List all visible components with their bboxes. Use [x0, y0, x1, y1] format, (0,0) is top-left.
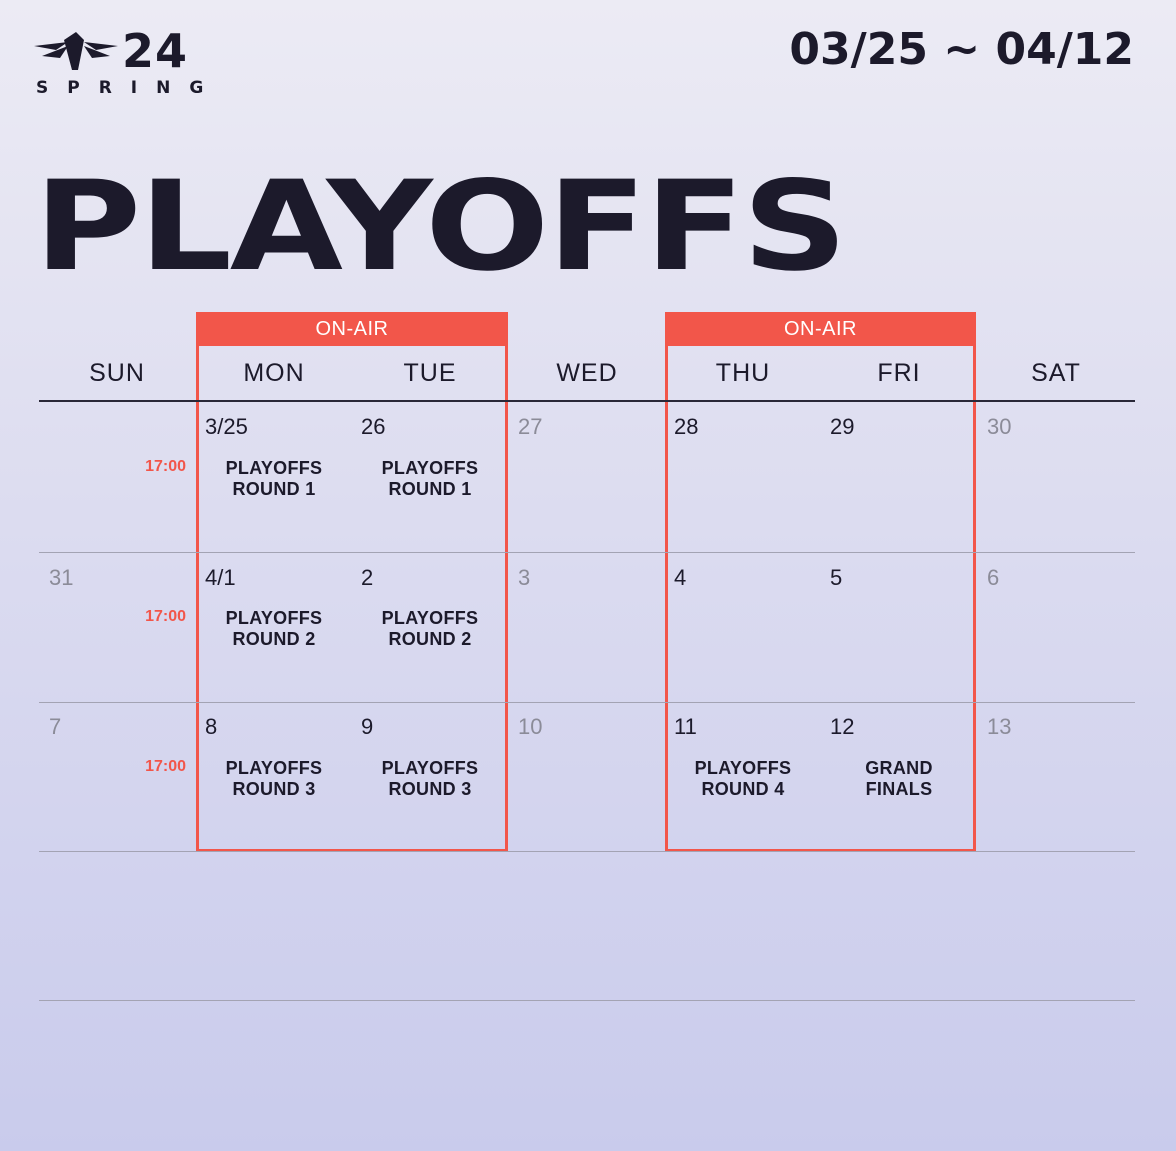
weekday-wed: WED — [556, 359, 618, 387]
event-line: FINALS — [865, 779, 933, 799]
day-number: 9 — [361, 714, 374, 739]
event-line: ROUND 2 — [232, 629, 316, 649]
wing-emblem-icon — [34, 32, 118, 72]
weekday-sat: SAT — [1031, 359, 1081, 387]
row-divider — [39, 552, 1135, 553]
event-line: ROUND 4 — [701, 779, 785, 799]
event-line: ROUND 2 — [388, 629, 472, 649]
day-number: 27 — [518, 414, 543, 439]
day-number: 28 — [674, 414, 699, 439]
day-number: 4 — [674, 565, 687, 590]
day-number: 13 — [987, 714, 1012, 739]
event-line: PLAYOFFS — [225, 458, 323, 478]
match-event — [821, 758, 977, 800]
weekday-sun: SUN — [89, 359, 145, 387]
match-event — [352, 458, 508, 500]
row-divider — [39, 702, 1135, 703]
weekday-mon: MON — [243, 359, 305, 387]
day-number: 6 — [987, 565, 1000, 590]
event-line: ROUND 1 — [232, 479, 316, 499]
day-number: 29 — [830, 414, 855, 439]
row-divider — [39, 851, 1135, 852]
event-line: PLAYOFFS — [381, 608, 479, 628]
event-line: PLAYOFFS — [381, 758, 479, 778]
league-logo — [34, 24, 223, 102]
match-event — [196, 758, 352, 800]
header-divider — [39, 400, 1135, 402]
weekday-thu: THU — [715, 359, 771, 387]
event-line: GRAND — [865, 758, 933, 778]
event-line: ROUND 3 — [388, 779, 472, 799]
day-number: 4/1 — [205, 565, 236, 590]
event-line: PLAYOFFS — [381, 458, 479, 478]
day-number: 8 — [205, 714, 218, 739]
match-event — [196, 608, 352, 650]
day-number: 10 — [518, 714, 543, 739]
logo-year: 24 — [122, 24, 189, 78]
match-event — [665, 758, 821, 800]
logo-season: SPRING — [36, 78, 223, 98]
row-divider — [39, 1000, 1135, 1001]
weekday-fri: FRI — [877, 359, 921, 387]
date-range: 03/25 ~ 04/12 — [789, 24, 1134, 75]
day-number: 7 — [49, 714, 62, 739]
event-line: ROUND 1 — [388, 479, 472, 499]
day-number: 12 — [830, 714, 855, 739]
event-line: PLAYOFFS — [225, 758, 323, 778]
weekday-tue: TUE — [403, 359, 457, 387]
on-air-badge-mon-tue: ON-AIR — [196, 312, 508, 346]
event-line: ROUND 3 — [232, 779, 316, 799]
day-number: 26 — [361, 414, 386, 439]
page-title: PLAYOFFS — [34, 155, 846, 299]
day-number: 30 — [987, 414, 1012, 439]
on-air-badge-thu-fri: ON-AIR — [665, 312, 976, 346]
day-number: 3 — [518, 565, 531, 590]
match-time: 17:00 — [145, 758, 186, 775]
match-event — [352, 758, 508, 800]
event-line: PLAYOFFS — [694, 758, 792, 778]
day-number: 11 — [674, 714, 697, 739]
match-time: 17:00 — [145, 458, 186, 475]
match-event — [352, 608, 508, 650]
match-time: 17:00 — [145, 608, 186, 625]
day-number: 31 — [49, 565, 74, 590]
event-line: PLAYOFFS — [225, 608, 323, 628]
day-number: 2 — [361, 565, 374, 590]
match-event — [196, 458, 352, 500]
day-number: 3/25 — [205, 414, 248, 439]
day-number: 5 — [830, 565, 843, 590]
